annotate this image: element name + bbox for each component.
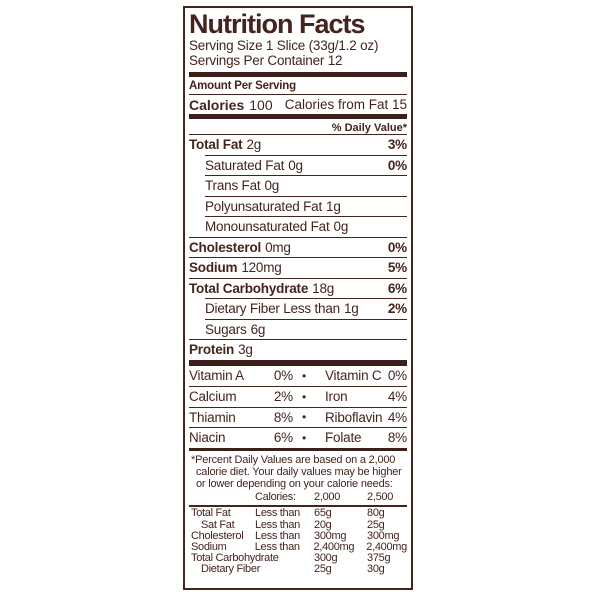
nutrient-dv: 0% (387, 239, 407, 255)
ref-2000-value: 65g (314, 507, 332, 520)
calories-word: Calories (189, 96, 245, 113)
vitamin-right-value: 4% (387, 409, 407, 425)
reference-table (189, 507, 407, 575)
nutrient-amount: 0g (333, 219, 349, 235)
nutrient-amount: 0mg (265, 239, 291, 255)
ref-qualifier: Less than (255, 507, 301, 520)
nutrient-amount: 120mg (241, 260, 282, 276)
nutrient-row (205, 298, 407, 319)
ref-name: Total Carbohydrate (191, 552, 279, 565)
ref-name: Cholesterol (191, 529, 244, 542)
nutrient-name: Saturated Fat (205, 157, 285, 173)
nutrient-dv: 6% (387, 280, 407, 296)
ref-name: Total Fat (191, 507, 231, 520)
vitamin-right-name: Iron (325, 389, 348, 405)
ref-2000-value: 20g (314, 518, 332, 531)
nutrient-row (189, 339, 407, 360)
vitamin-right-value: 8% (387, 430, 407, 446)
nutrient-row (205, 196, 407, 217)
nutrient-amount: 0g (288, 157, 303, 173)
ref-name: Sat Fat (201, 518, 235, 531)
nutrient-amount: 6g (250, 321, 266, 337)
vitamin-left-name: Niacin (189, 430, 226, 446)
ref-2000-value: 2,400mg (313, 541, 355, 553)
footnote-line: or lower depending on your calorie needs: (196, 478, 393, 491)
nutrient-name: Total Carbohydrate (189, 280, 309, 296)
nutrient-row (189, 278, 407, 299)
bullet-separator-icon: • (301, 389, 306, 404)
vitamin-left-value: 0% (273, 368, 293, 384)
nutrient-row (189, 257, 407, 278)
vitamin-left-name: Vitamin A (189, 368, 244, 384)
nutrient-name: Sodium (189, 260, 238, 276)
reference-row (189, 508, 407, 519)
nutrient-name: Cholesterol (189, 239, 262, 255)
ref-2500-value: 80g (367, 507, 385, 520)
nutrient-amount: 1g (343, 301, 359, 317)
nutrient-row (205, 216, 407, 237)
nutrient-row (189, 237, 407, 258)
footnote (189, 451, 407, 492)
vitamin-right-value: 4% (387, 389, 407, 405)
ref-qualifier: Less than (255, 518, 301, 531)
ref-2500-value: 30g (367, 563, 385, 576)
vitamin-right-value: 0% (387, 368, 407, 384)
reference-header-row (189, 491, 407, 504)
nutrient-dv: 2% (387, 301, 407, 317)
nutrient-name: Protein (189, 342, 235, 358)
calories-value: 100 (249, 96, 273, 113)
calories-label (189, 97, 273, 113)
nutrient-amount: 0g (264, 178, 280, 194)
ref-col-2000: 2,000 (314, 491, 341, 504)
vitamin-left-value: 2% (273, 389, 293, 405)
bullet-separator-icon: • (301, 410, 306, 425)
label-title: Nutrition Facts (189, 9, 365, 39)
nutrient-dv: 5% (387, 260, 407, 276)
nutrient-row (189, 134, 407, 155)
vitamin-row (189, 386, 407, 407)
ref-2000-value: 300mg (314, 529, 347, 542)
vitamin-right-name: Vitamin C (325, 368, 382, 384)
vitamin-left-value: 8% (273, 409, 293, 425)
vitamin-left-value: 6% (273, 430, 293, 446)
nutrient-row (205, 175, 407, 196)
nutrient-name: Dietary Fiber Less than (205, 301, 340, 317)
vitamin-left-name: Thiamin (189, 409, 236, 425)
nutrient-row (205, 155, 407, 176)
ref-header-spacer (189, 491, 255, 504)
footnote-line: *Percent Daily Values are based on a 2,000 (191, 453, 396, 466)
footnote-line: calorie diet. Your daily values may be higher (196, 465, 402, 478)
servings-per-container: Servings Per Container 12 (189, 53, 343, 68)
vitamin-left-name: Calcium (189, 389, 237, 405)
vitamin-right-name: Folate (325, 430, 362, 446)
ref-2000-value: 300g (314, 552, 338, 565)
nutrient-name: Total Fat (189, 137, 243, 153)
ref-name: Dietary Fiber (201, 563, 261, 576)
ref-2000-value: 25g (314, 563, 332, 576)
vitamin-right-name: Riboflavin (325, 409, 383, 425)
amount-per-serving: Amount Per Serving (189, 77, 407, 95)
bullet-separator-icon: • (301, 368, 306, 383)
ref-2500-value: 2,400mg (366, 541, 407, 553)
ref-col-2500: 2,500 (367, 491, 394, 504)
nutrient-name: Sugars (205, 321, 247, 337)
nutrient-amount: 1g (326, 198, 341, 214)
nutrition-facts-label (183, 6, 413, 590)
ref-qualifier: Less than (254, 541, 300, 553)
reference-row (189, 564, 407, 575)
ref-name: Sodium (191, 541, 227, 553)
nutrient-row (205, 319, 407, 340)
daily-value-header: % Daily Value* (331, 122, 407, 134)
nutrient-name: Polyunsaturated Fat (205, 198, 323, 214)
bullet-separator-icon: • (301, 430, 306, 445)
vitamin-row (189, 427, 407, 448)
calories-row (189, 95, 407, 114)
nutrient-amount: 3g (238, 342, 253, 358)
vitamin-row (189, 366, 407, 387)
nutrient-amount: 18g (312, 280, 335, 296)
ref-2500-value: 375g (367, 552, 391, 565)
nutrient-amount: 2g (246, 137, 262, 153)
ref-calories-label: Calories: (255, 491, 296, 504)
calories-from-fat: Calories from Fat 15 (284, 97, 407, 112)
vitamin-row (189, 407, 407, 428)
ref-qualifier: Less than (255, 529, 301, 542)
ref-2500-value: 300mg (367, 529, 400, 542)
serving-size: Serving Size 1 Slice (33g/1.2 oz) (189, 38, 379, 53)
ref-2500-value: 25g (367, 518, 385, 531)
nutrient-dv: 0% (387, 157, 407, 173)
nutrient-dv: 3% (387, 137, 407, 153)
nutrient-name: Monounsaturated Fat (205, 219, 330, 235)
nutrient-name: Trans Fat (205, 178, 261, 194)
